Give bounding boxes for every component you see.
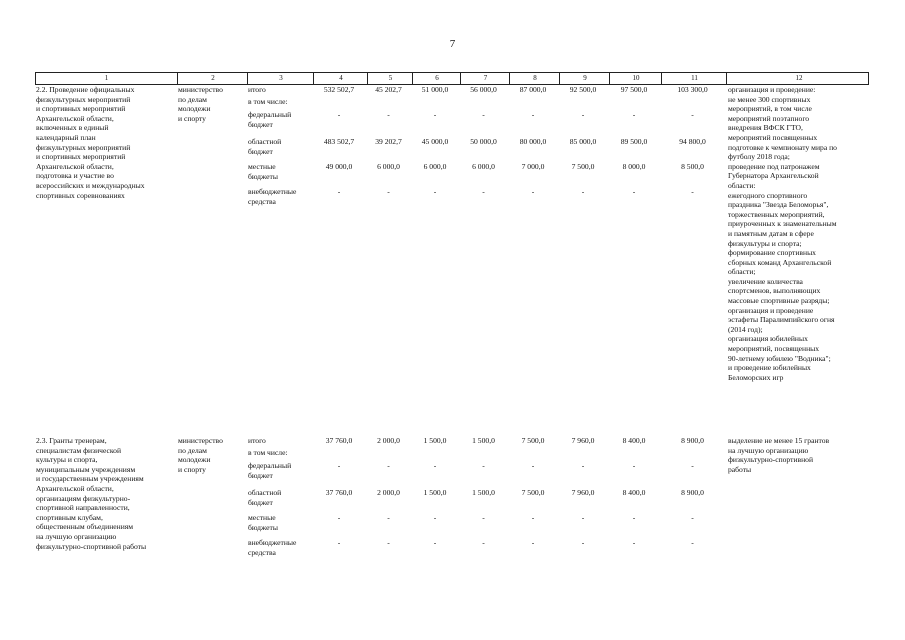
amount-cell: 7 960,0 <box>571 436 595 445</box>
header-col-11: 11 <box>661 73 727 84</box>
amount-cell: 1 500,0 <box>423 488 447 497</box>
amount-cell: 8 400,0 <box>622 436 646 445</box>
amount-cell: 89 500,0 <box>620 137 648 146</box>
funding-source-label: в том числе: <box>248 97 288 106</box>
amount-cell: - <box>531 461 535 470</box>
amount-cell: - <box>691 187 694 196</box>
funding-source-label: итого <box>248 85 266 94</box>
amount-cell: - <box>632 110 636 119</box>
amount-cell: - <box>387 461 390 470</box>
amount-cell: 1 500,0 <box>472 436 495 445</box>
amount-cell: 7 500,0 <box>571 162 595 171</box>
executor: министерство по делам молодежи и спорту <box>178 436 223 474</box>
amount-cell: - <box>433 538 437 547</box>
amount-cell: 8 400,0 <box>622 488 646 497</box>
amount-cell: - <box>387 513 390 522</box>
amount-cell: - <box>632 513 636 522</box>
amount-cell: 2 000,0 <box>377 488 400 497</box>
amount-cell: 45 202,7 <box>375 85 402 94</box>
amount-cell: 39 202,7 <box>375 137 402 146</box>
funding-source-label: итого <box>248 436 266 445</box>
header-col-10: 10 <box>609 73 662 84</box>
expected-result: выделение не менее 15 грантов на лучшую организацию физкультурно-спортивной работы <box>728 436 830 474</box>
amount-cell: - <box>581 461 585 470</box>
amount-cell: 51 000,0 <box>421 85 449 94</box>
amount-cell: - <box>482 187 485 196</box>
amount-cell: 7 960,0 <box>571 488 595 497</box>
amount-cell: 8 000,0 <box>622 162 646 171</box>
header-col-12: 12 <box>726 73 871 84</box>
amount-cell: - <box>581 187 585 196</box>
amount-cell: - <box>387 187 390 196</box>
amount-cell: - <box>337 513 341 522</box>
amount-cell: - <box>531 538 535 547</box>
executor: министерство по делам молодежи и спорту <box>178 85 223 123</box>
amount-cell: 49 000,0 <box>325 162 353 171</box>
amount-cell: - <box>531 187 535 196</box>
header-col-8: 8 <box>509 73 560 84</box>
amount-cell: 6 000,0 <box>472 162 495 171</box>
amount-cell: - <box>482 538 485 547</box>
amount-cell: - <box>531 513 535 522</box>
amount-cell: 97 500,0 <box>620 85 648 94</box>
header-col-7: 7 <box>460 73 510 84</box>
amount-cell: - <box>691 538 694 547</box>
amount-cell: - <box>433 187 437 196</box>
amount-cell: - <box>691 461 694 470</box>
header-col-1: 1 <box>104 74 109 82</box>
amount-cell: 56 000,0 <box>470 85 497 94</box>
amount-cell: - <box>482 513 485 522</box>
funding-source-label: внебюджетные средства <box>248 538 297 557</box>
amount-cell: - <box>433 513 437 522</box>
amount-cell: 45 000,0 <box>421 137 449 146</box>
amount-cell: - <box>531 110 535 119</box>
amount-cell: 92 500,0 <box>569 85 597 94</box>
amount-cell: - <box>387 538 390 547</box>
budget-table <box>35 72 869 557</box>
header-col-4: 4 <box>313 73 368 84</box>
amount-cell: - <box>433 461 437 470</box>
amount-cell: 37 760,0 <box>325 436 353 445</box>
amount-cell: 532 502,7 <box>323 85 355 94</box>
table-header <box>35 72 869 85</box>
amount-cell: - <box>581 513 585 522</box>
amount-cell: 85 000,0 <box>569 137 597 146</box>
funding-source-label: местные бюджеты <box>248 513 278 532</box>
funding-source-label: федеральный бюджет <box>248 110 292 129</box>
expected-result: организация и проведение: не менее 300 спортивных мероприятий, в том числе мероприятий поэтапного внедрения ВФСК ГТО, мероприятий посвященных подготовке к чемпионату мира по футболу 2018 года; проведение под патронажем Губернатора Архангельской области: ежегодного спортивного праздника "Звезда Беломорья", торжественных мероприятий, приуроченных к знаменательным и памятным датам в сфере физкультуры и спорта; формирование спортивных сборных команд Архангельской области; увеличение количества спортсменов, выполняющих массовые спортивные разряды; организация и проведение эстафеты Паралимпийского огня (2014 год); организация юбилейных мероприятий, посвященных 90-летнему юбилею "Водника"; и проведение юбилейных Беломорских игр <box>728 85 837 382</box>
funding-source-label: в том числе: <box>248 448 288 457</box>
page-number: 7 <box>449 38 456 50</box>
amount-cell: - <box>387 110 390 119</box>
amount-cell: 1 500,0 <box>423 436 447 445</box>
amount-cell: 94 800,0 <box>679 137 706 146</box>
funding-source-label: внебюджетные средства <box>248 187 297 206</box>
activity-name: 2.3. Гранты тренерам, специалистам физической культуры и спорта, муниципальным учреждениям и государственным учреждениям Архангельской области, организациям физкультурно- спортивной направленности, спортивным клубам, общественным объединениям на лучшую организацию физкультурно-спортивной работы <box>36 436 147 551</box>
header-col-6: 6 <box>412 73 461 84</box>
amount-cell: 8 500,0 <box>681 162 704 171</box>
amount-cell: 8 900,0 <box>681 488 704 497</box>
amount-cell: - <box>632 461 636 470</box>
amount-cell: 103 300,0 <box>677 85 708 94</box>
funding-source-label: местные бюджеты <box>248 162 278 181</box>
amount-cell: - <box>337 538 341 547</box>
amount-cell: 80 000,0 <box>519 137 547 146</box>
amount-cell: 87 000,0 <box>519 85 547 94</box>
amount-cell: 7 000,0 <box>521 162 545 171</box>
amount-cell: - <box>632 187 636 196</box>
amount-cell: 7 500,0 <box>521 488 545 497</box>
header-col-9: 9 <box>559 73 610 84</box>
amount-cell: 6 000,0 <box>423 162 447 171</box>
amount-cell: - <box>632 538 636 547</box>
amount-cell: - <box>337 461 341 470</box>
amount-cell: 6 000,0 <box>377 162 400 171</box>
amount-cell: 2 000,0 <box>377 436 400 445</box>
header-col-5: 5 <box>367 73 413 84</box>
amount-cell: - <box>691 110 694 119</box>
amount-cell: - <box>433 110 437 119</box>
amount-cell: - <box>337 110 341 119</box>
amount-cell: - <box>482 461 485 470</box>
amount-cell: 8 900,0 <box>681 436 704 445</box>
amount-cell: - <box>691 513 694 522</box>
amount-cell: - <box>581 110 585 119</box>
amount-cell: 483 502,7 <box>323 137 355 146</box>
header-col-3: 3 <box>247 73 314 84</box>
activity-name: 2.2. Проведение официальных физкультурных мероприятий и спортивных мероприятий Архангельской области, включенных в единый календарный план физкультурных мероприятий и спортивных мероприятий Архангельской области, подготовка и участие во всероссийских и международных спортивных соревнованиях <box>36 85 145 200</box>
header-col-2: 2 <box>177 73 248 84</box>
amount-cell: 37 760,0 <box>325 488 353 497</box>
amount-cell: - <box>482 110 485 119</box>
amount-cell: 50 000,0 <box>470 137 497 146</box>
funding-source-label: областной бюджет <box>248 488 282 507</box>
amount-cell: 7 500,0 <box>521 436 545 445</box>
amount-cell: 1 500,0 <box>472 488 495 497</box>
amount-cell: - <box>581 538 585 547</box>
funding-source-label: областной бюджет <box>248 137 282 156</box>
funding-source-label: федеральный бюджет <box>248 461 292 480</box>
amount-cell: - <box>337 187 341 196</box>
